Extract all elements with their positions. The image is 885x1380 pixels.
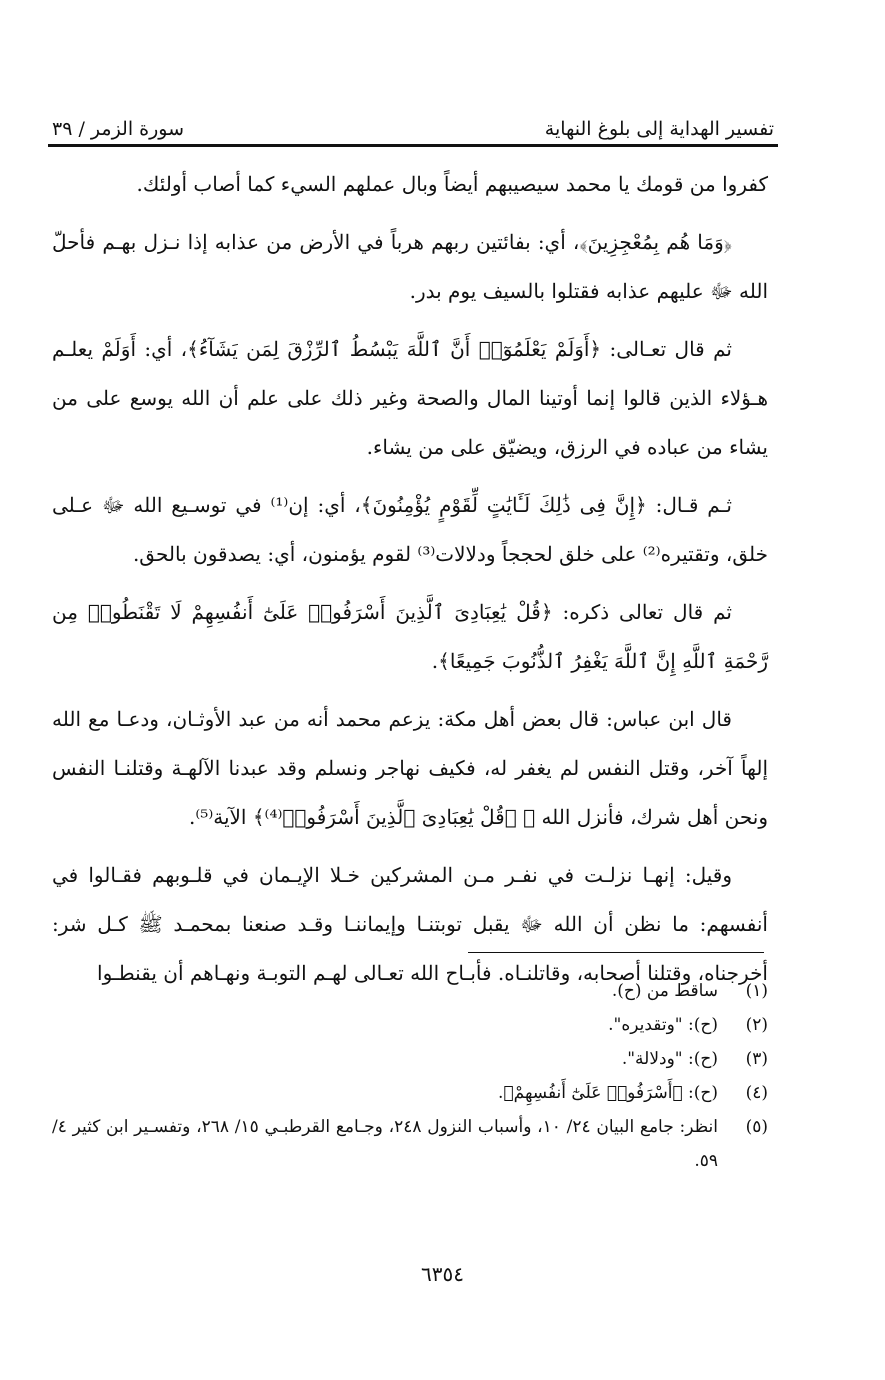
footnote-number: (٢)	[745, 1015, 768, 1035]
footnote-text: انظر: جامع البيان ٢٤/ ١٠، وأسباب النزول ٢٤٨، وجـامع القرطبـي ١٥/ ٢٦٨، وتفسـير ابن كثير ٤/ ٥٩.	[52, 1117, 718, 1171]
footnote-text: (ح): "ودلالة".	[621, 1049, 718, 1069]
page-number: ٦٣٥٤	[421, 1262, 464, 1286]
footnote	[52, 1110, 768, 1178]
footnotes	[52, 974, 768, 1178]
footnote-number: (٤)	[745, 1083, 768, 1103]
surah-reference: سورة الزمر / ٣٩	[52, 118, 185, 140]
footnote-rule	[468, 952, 764, 953]
footnote-number: (١)	[745, 981, 768, 1001]
paragraph: ثـم قـال: ﴿إِنَّ فِى ذَٰلِكَ لَـَٔايَٰتٍ لِّقَوْمٍ يُؤْمِنُونَ﴾، أي: إن⁽¹⁾ في توسـيع الله ﷻ عـلى خلق، وتقتيره⁽²⁾ على خلق لحججاً ودلالات⁽³⁾ لقوم يؤمنون، أي: يصدقون بالحق.	[52, 493, 768, 566]
paragraph: ثم قال تعالى ذكره: ﴿قُلْ يَٰعِبَادِىَ ٱلَّذِينَ أَسْرَفُوا۟ عَلَىٰٓ أَنفُسِهِمْ لَا تَقْنَطُوا۟ مِن رَّحْمَةِ ٱللَّهِ إِنَّ ٱللَّهَ يَغْفِرُ ٱلذُّنُوبَ جَمِيعًا﴾.	[52, 600, 768, 673]
paragraph: وقيل: إنهـا نزلـت في نفـر مـن المشركين خـلا الإيـمان في قلـوبهم فقـالوا في أنفسهم: ما نظن أن الله ﷻ يقبل توبتنـا وإيماننـا وقـد صنعنا بمحمـد ﷺ كـل شر: أخرجناه، وقتلنا أصحابه، وقاتلنـاه. فأبـاح الله تعـالى لهـم التوبـة ونهـاهم أن يقنطـوا	[52, 863, 768, 985]
footnote	[52, 1008, 768, 1042]
paragraph: ثم قال تعـالى: ﴿أَوَلَمْ يَعْلَمُوٓا۟ أَنَّ ٱللَّهَ يَبْسُطُ ٱلرِّزْقَ لِمَن يَشَآءُ﴾، أي: أَوَلَمْ يعلـم هـؤلاء الذين قالوا إنما أوتينا المال والصحة وغير ذلك على علم أن الله يوسع على من يشاء من عباده في الرزق، ويضيّق على من يشاء.	[52, 337, 768, 459]
footnote	[52, 974, 768, 1008]
paragraph: قال ابن عباس: قال بعض أهل مكة: يزعم محمد أنه من عبد الأوثـان، ودعـا مع الله إلهاً آخر، وقتل النفس لم يغفر له، فكيف نهاجر ونسلم وقد عبدنا الآلهـة وقتلنـا النفس ونحن أهل شرك، فأنزل الله ﷻ ﴿قُلْ يَٰعِبَادِىَ ٱلَّذِينَ أَسْرَفُوا۟⁽⁴⁾﴾ الآية⁽⁵⁾.	[52, 707, 768, 829]
header-rule	[48, 144, 778, 147]
book-title: تفسير الهداية إلى بلوغ النهاية	[544, 118, 774, 140]
footnote	[52, 1042, 768, 1076]
footnote-text: ساقط من (ح).	[611, 981, 718, 1001]
paragraph: ﴿وَمَا هُم بِمُعْجِزِينَ﴾، أي: بفائتين ربهم هرباً في الأرض من عذابه إذا نـزل بهـم فأحلّ الله ﷻ عليهم عذابه فقتلوا بالسيف يوم بدر.	[52, 230, 768, 303]
footnote-number: (٣)	[745, 1049, 768, 1069]
paragraph: كفروا من قومك يا محمد سيصيبهم أيضاً وبال عملهم السيء كما أصاب أولئك.	[136, 172, 768, 196]
footnote-number: (٥)	[745, 1117, 768, 1137]
main-text	[52, 160, 768, 1007]
footnote-text: (ح): ﴿أَسْرَفُوا۟ عَلَىٰٓ أَنفُسِهِمْ﴾.	[498, 1083, 718, 1103]
footnote	[52, 1076, 768, 1110]
footnote-text: (ح): "وتقديره".	[608, 1015, 718, 1035]
running-header	[52, 100, 774, 140]
